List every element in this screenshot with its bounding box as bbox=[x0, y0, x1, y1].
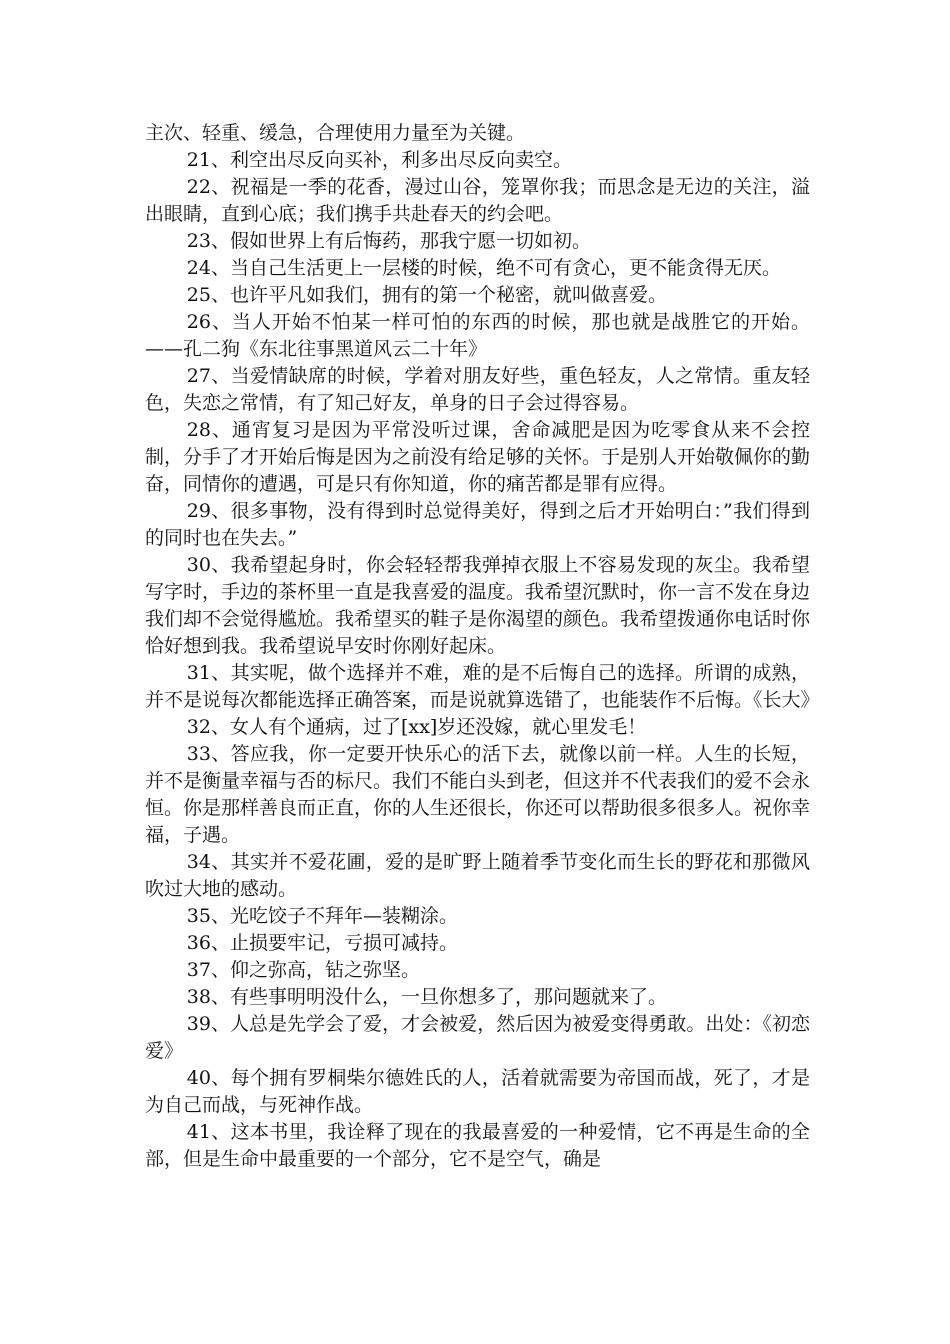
paragraph-33: 33、答应我，你一定要开快乐心的活下去，就像以前一样。人生的长短，并不是衡量幸福与否的标尺。我们不能白头到老，但这并不代表我们的爱不会永恒。你是那样善良而正直，你的人生还很长，你还可以帮助很多很多人。祝你幸福，子遇。 bbox=[145, 743, 811, 846]
paragraph-25: 25、也许平凡如我们，拥有的第一个秘密，就叫做喜爱。 bbox=[186, 284, 667, 306]
paragraph-24: 24、当自己生活更上一层楼的时候，绝不可有贪心，更不能贪得无厌。 bbox=[186, 257, 781, 279]
paragraph-21: 21、利空出尽反向买补，利多出尽反向卖空。 bbox=[186, 149, 572, 171]
paragraph-continuation: 主次、轻重、缓急，合理使用力量至为关键。 bbox=[145, 122, 526, 144]
paragraph-36: 36、止损要牢记，亏损可减持。 bbox=[186, 932, 458, 954]
paragraph-27: 27、当爱情缺席的时候，学着对朋友好些，重色轻友，人之常情。重友轻色，失恋之常情，有了知己好友，单身的日子会过得容易。 bbox=[145, 365, 810, 414]
paragraph-29: 29、很多事物，没有得到时总觉得美好，得到之后才开始明白：”我们得到的同时也在失去。” bbox=[145, 500, 810, 549]
paragraph-28: 28、通宵复习是因为平常没听过课，舍命减肥是因为吃零食从来不会控制，分手了才开始后悔是因为之前没有给足够的关怀。于是别人开始敬佩你的勤奋，同情你的遭遇，可是只有你知道，你的痛苦都是罪有应得。 bbox=[145, 419, 811, 495]
paragraph-23: 23、假如世界上有后悔药，那我宁愿一切如初。 bbox=[186, 230, 591, 252]
paragraph-32: 32、女人有个通病，过了[xx]岁还没嫁，就心里发毛！ bbox=[186, 716, 647, 738]
paragraph-41: 41、这本书里，我诠释了现在的我最喜爱的一种爱情，它不再是生命的全部，但是生命中最重要的一个部分，它不是空气，确是 bbox=[145, 1121, 810, 1170]
paragraph-31: 31、其实呢，做个选择并不难，难的是不后悔自己的选择。所谓的成熟，并不是说每次都能选择正确答案，而是说就算选错了，也能装作不后悔。《长大》 bbox=[145, 662, 820, 711]
document-body bbox=[145, 120, 820, 1173]
paragraph-35: 35、光吃饺子不拜年—装糊涂。 bbox=[186, 905, 458, 927]
paragraph-34: 34、其实并不爱花圃，爱的是旷野上随着季节变化而生长的野花和那微风吹过大地的感动。 bbox=[145, 851, 810, 900]
paragraph-40: 40、每个拥有罗桐柴尔德姓氏的人，活着就需要为帝国而战，死了，才是为自己而战，与死神作战。 bbox=[145, 1067, 810, 1116]
paragraph-37: 37、仰之弥高，钻之弥坚。 bbox=[186, 959, 420, 981]
paragraph-30: 30、我希望起身时，你会轻轻帮我弹掉衣服上不容易发现的灰尘。我希望写字时，手边的茶杯里一直是我喜爱的温度。我希望沉默时，你一言不发在身边我们却不会觉得尴尬。我希望买的鞋子是你渴望的颜色。我希望拨通你电话时你恰好想到我。我希望说早安时你刚好起床。 bbox=[145, 554, 811, 657]
paragraph-26: 26、当人开始不怕某一样可怕的东西的时候，那也就是战胜它的开始。——孔二狗《东北往事黑道风云二十年》 bbox=[145, 311, 810, 360]
paragraph-22: 22、祝福是一季的花香，漫过山谷，笼罩你我；而思念是无边的关注，溢出眼睛，直到心底；我们携手共赴春天的约会吧。 bbox=[145, 176, 810, 225]
paragraph-38: 38、有些事明明没什么，一旦你想多了，那问题就来了。 bbox=[186, 986, 667, 1008]
paragraph-39: 39、人总是先学会了爱，才会被爱，然后因为被爱变得勇敢。出处：《初恋爱》 bbox=[145, 1013, 810, 1062]
